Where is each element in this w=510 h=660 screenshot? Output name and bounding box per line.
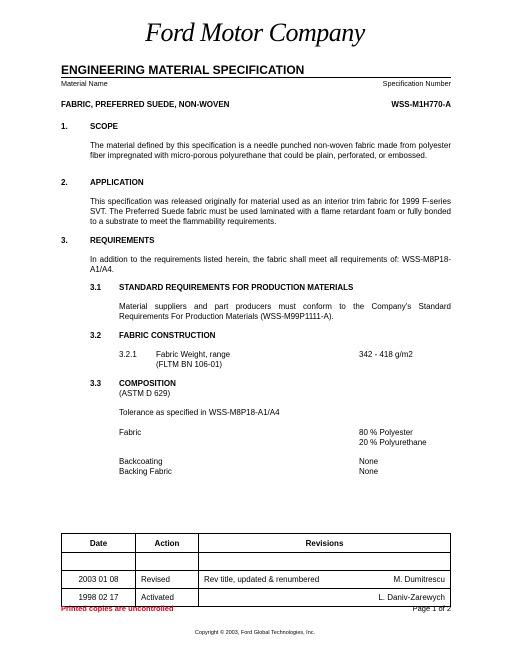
subsection-title: COMPOSITION — [119, 379, 176, 388]
subsection-title: FABRIC CONSTRUCTION — [119, 331, 216, 340]
revision-action — [136, 553, 199, 571]
scope-text: The material defined by this specification is a needle punched non-woven fabric made from polyester fiber impregnated with micro-porous polyurethane that could be plain, perforated, or embossed. — [90, 141, 451, 160]
revisions-header: Revisions — [199, 534, 451, 553]
table-row — [62, 553, 451, 571]
subsection-number: 3.1 — [90, 283, 102, 292]
action-header: Action — [136, 534, 199, 553]
item-number: 3.2.1 — [119, 350, 137, 359]
fabric-value-polyester: 80 % Polyester — [359, 428, 413, 437]
material-name-label: Material Name — [61, 79, 108, 88]
header-rule — [61, 77, 451, 78]
fabric-weight-label: Fabric Weight, range — [156, 350, 231, 359]
section-title: SCOPE — [90, 122, 119, 131]
backcoating-label: Backcoating — [119, 457, 163, 466]
date-header: Date — [62, 534, 136, 553]
backcoating-value: None — [359, 457, 379, 466]
revision-desc — [199, 571, 451, 589]
subsection-number: 3.3 — [90, 379, 102, 388]
revision-date: 1998 02 17 — [62, 589, 136, 607]
table-row — [62, 571, 451, 589]
application-text: This specification was released originally for material used as an interior trim fabric for 1999 F-series SVT. The Preferred Suede fabric must be used laminated with a flame retardant foam or fully bonded to a substrate to meet the flammability requirements. — [90, 197, 451, 226]
fabric-label: Fabric — [119, 428, 142, 437]
backing-fabric-value: None — [359, 467, 379, 476]
section-number: 1. — [61, 122, 68, 131]
revision-action: Activated — [136, 589, 199, 607]
backing-fabric-label: Backing Fabric — [119, 467, 172, 476]
spec-number: WSS-M1H770-A — [391, 100, 451, 109]
material-name: FABRIC, PREFERRED SUEDE, NON-WOVEN — [61, 100, 230, 109]
revision-desc-text: Rev title, updated & renumbered — [204, 575, 320, 584]
revision-author: M. Dumitrescu — [393, 575, 445, 584]
tolerance-text: Tolerance as specified in WSS-M8P18-A1/A4 — [119, 408, 280, 417]
revision-author: L. Daniv-Zarewych — [378, 593, 445, 602]
revision-table-header — [62, 534, 451, 553]
subsection-number: 3.2 — [90, 331, 102, 340]
fabric-weight-method: (FLTM BN 106-01) — [156, 360, 223, 369]
fabric-value-polyurethane: 20 % Polyurethane — [359, 438, 427, 447]
subsection-title: STANDARD REQUIREMENTS FOR PRODUCTION MATERIALS — [119, 283, 354, 292]
revision-desc — [199, 553, 451, 571]
standard-requirements-text: Material suppliers and part producers must conform to the Company's Standard Requirements For Production Materials (WSS-M99P1111-A). — [119, 302, 451, 321]
requirements-text: In addition to the requirements listed herein, the fabric shall meet all requirements of: WSS-M8P18-A1/A4. — [90, 255, 451, 274]
section-number: 2. — [61, 178, 68, 187]
section-number: 3. — [61, 236, 68, 245]
section-title: APPLICATION — [90, 178, 144, 187]
fabric-weight-value: 342 - 418 g/m2 — [359, 350, 413, 359]
revision-date — [62, 553, 136, 571]
revision-date: 2003 01 08 — [62, 571, 136, 589]
revision-table — [61, 533, 451, 607]
page-number: Page 1 of 2 — [412, 604, 451, 613]
spec-number-label: Specification Number — [382, 79, 451, 88]
section-title: REQUIREMENTS — [90, 236, 155, 245]
composition-method: (ASTM D 629) — [119, 389, 171, 398]
revision-action: Revised — [136, 571, 199, 589]
copyright: Copyright © 2003, Ford Global Technologies, Inc. — [194, 630, 316, 636]
uncontrolled-notice: Printed copies are uncontrolled — [61, 604, 174, 613]
doc-title: ENGINEERING MATERIAL SPECIFICATION — [61, 63, 305, 77]
ford-logo: Ford Motor Company — [145, 18, 365, 47]
